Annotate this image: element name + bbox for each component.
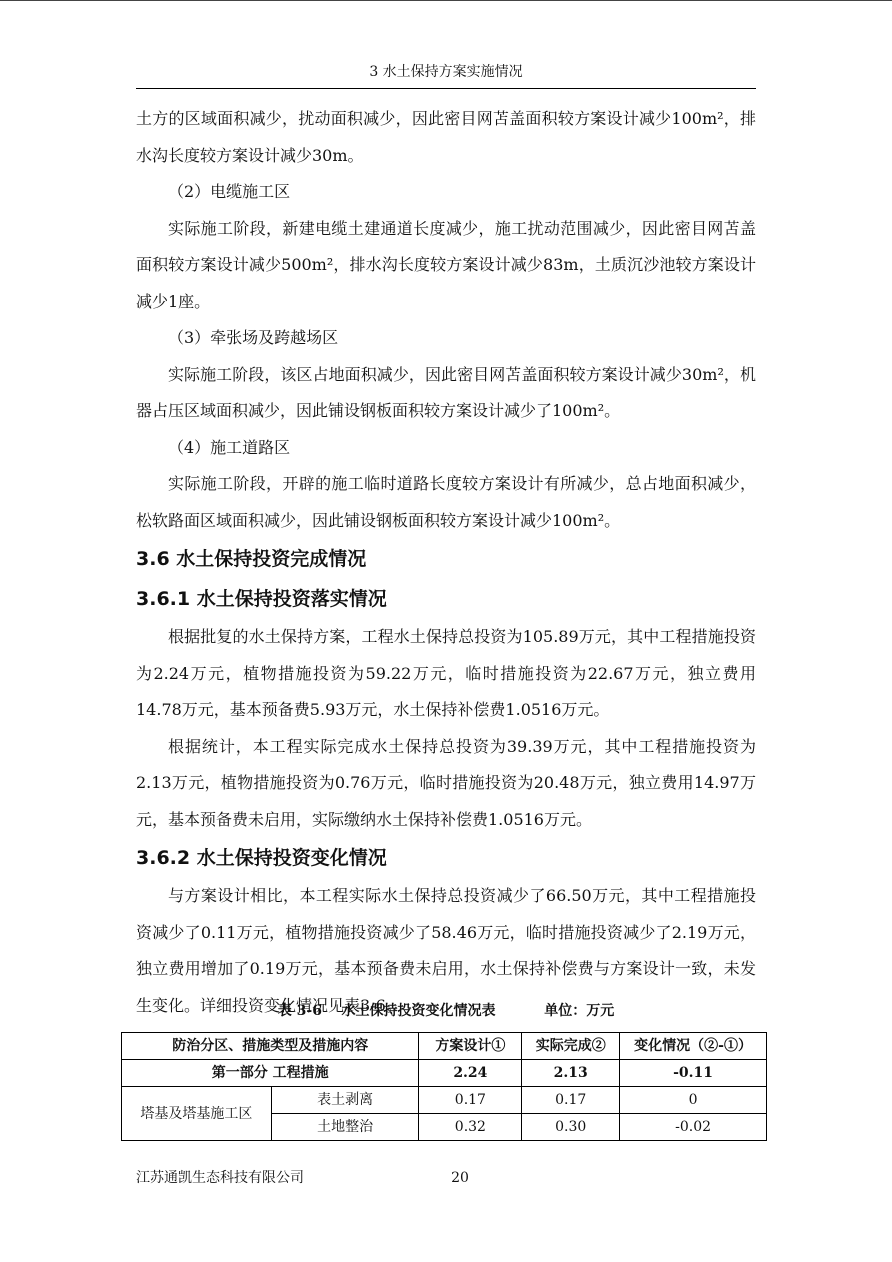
page-top-border: [0, 0, 892, 1]
page-number: 20: [451, 1170, 469, 1186]
section-heading-3-6: 3.6 水土保持投资完成情况: [136, 548, 367, 570]
table-cell-zone: 塔基及塔基施工区: [122, 1087, 272, 1141]
paragraph: 实际施工阶段，开辟的施工临时道路长度较方案设计有所减少，总占地面积减少，松软路面区域面积减少，因此铺设钢板面积较方案设计减少100m²。: [136, 474, 756, 530]
paragraph: 根据统计，本工程实际完成水土保持总投资为39.39万元，其中工程措施投资为2.13万元，植物措施投资为0.76万元，临时措施投资为20.48万元，独立费用14.97万元，基本预备费未启用，实际缴纳水土保持补偿费1.0516万元。: [136, 736, 756, 829]
paragraph: 与方案设计相比，本工程实际水土保持总投资减少了66.50万元，其中工程措施投资减少了0.11万元，植物措施投资减少了58.46万元，临时措施投资减少了2.19万元，独立费用增加了0.19万元，基本预备费未启用，水土保持补偿费与方案设计一致，未发生变化。详细投资变化情况见表3-6。: [136, 886, 756, 1015]
table-cell: 表土剥离: [271, 1087, 419, 1114]
table-caption: 表 3-6 水土保持投资变化情况表 单位：万元: [277, 1003, 615, 1019]
paragraph: 土方的区域面积减少，扰动面积减少，因此密目网苫盖面积较方案设计减少100m²，排水沟长度较方案设计减少30m。: [136, 109, 756, 165]
table-cell: -0.02: [620, 1114, 767, 1141]
sub-heading-road-area: （4）施工道路区: [168, 437, 291, 457]
table-cell: 2.24: [419, 1060, 522, 1087]
sub-heading-cable-area: （2）电缆施工区: [168, 182, 291, 201]
column-header: 变化情况（②-①）: [620, 1033, 767, 1060]
table-cell: 2.13: [522, 1060, 620, 1087]
table-row: [122, 1087, 767, 1114]
table-cell: 0.17: [419, 1087, 522, 1114]
body-text: [136, 101, 756, 1024]
column-header: 防治分区、措施类型及措施内容: [122, 1033, 419, 1060]
table-cell: 0: [620, 1087, 767, 1114]
table-header-row: [122, 1033, 767, 1060]
column-header: 实际完成②: [522, 1033, 620, 1060]
paragraph: 实际施工阶段，该区占地面积减少，因此密目网苫盖面积较方案设计减少30m²，机器占压区域面积减少，因此铺设钢板面积较方案设计减少了100m²。: [136, 364, 756, 420]
table-cell: 第一部分 工程措施: [122, 1060, 419, 1087]
running-header: 3 水土保持方案实施情况: [369, 64, 523, 80]
sub-heading-tension-area: （3）牵张场及跨越场区: [168, 328, 339, 347]
paragraph: 根据批复的水土保持方案，工程水土保持总投资为105.89万元，其中工程措施投资为2.24万元，植物措施投资为59.22万元，临时措施投资为22.67万元，独立费用14.78万元，基本预备费5.93万元，水土保持补偿费1.0516万元。: [136, 627, 756, 719]
section-heading-3-6-2: 3.6.2 水土保持投资变化情况: [136, 847, 387, 869]
header-rule: [136, 88, 756, 89]
investment-change-table: [121, 1032, 767, 1141]
column-header: 方案设计①: [419, 1033, 522, 1060]
table-cell: 0.32: [419, 1114, 522, 1141]
section-heading-3-6-1: 3.6.1 水土保持投资落实情况: [136, 588, 387, 610]
table-cell: -0.11: [620, 1060, 767, 1087]
table-cell: 土地整治: [271, 1114, 419, 1141]
footer-company: 江苏通凯生态科技有限公司: [136, 1170, 304, 1186]
table-row: [122, 1060, 767, 1087]
paragraph: 实际施工阶段，新建电缆土建通道长度减少，施工扰动范围减少，因此密目网苫盖面积较方案设计减少500m²，排水沟长度较方案设计减少83m，土质沉沙池较方案设计减少1座。: [136, 218, 756, 311]
table-cell: 0.30: [522, 1114, 620, 1141]
table-cell: 0.17: [522, 1087, 620, 1114]
